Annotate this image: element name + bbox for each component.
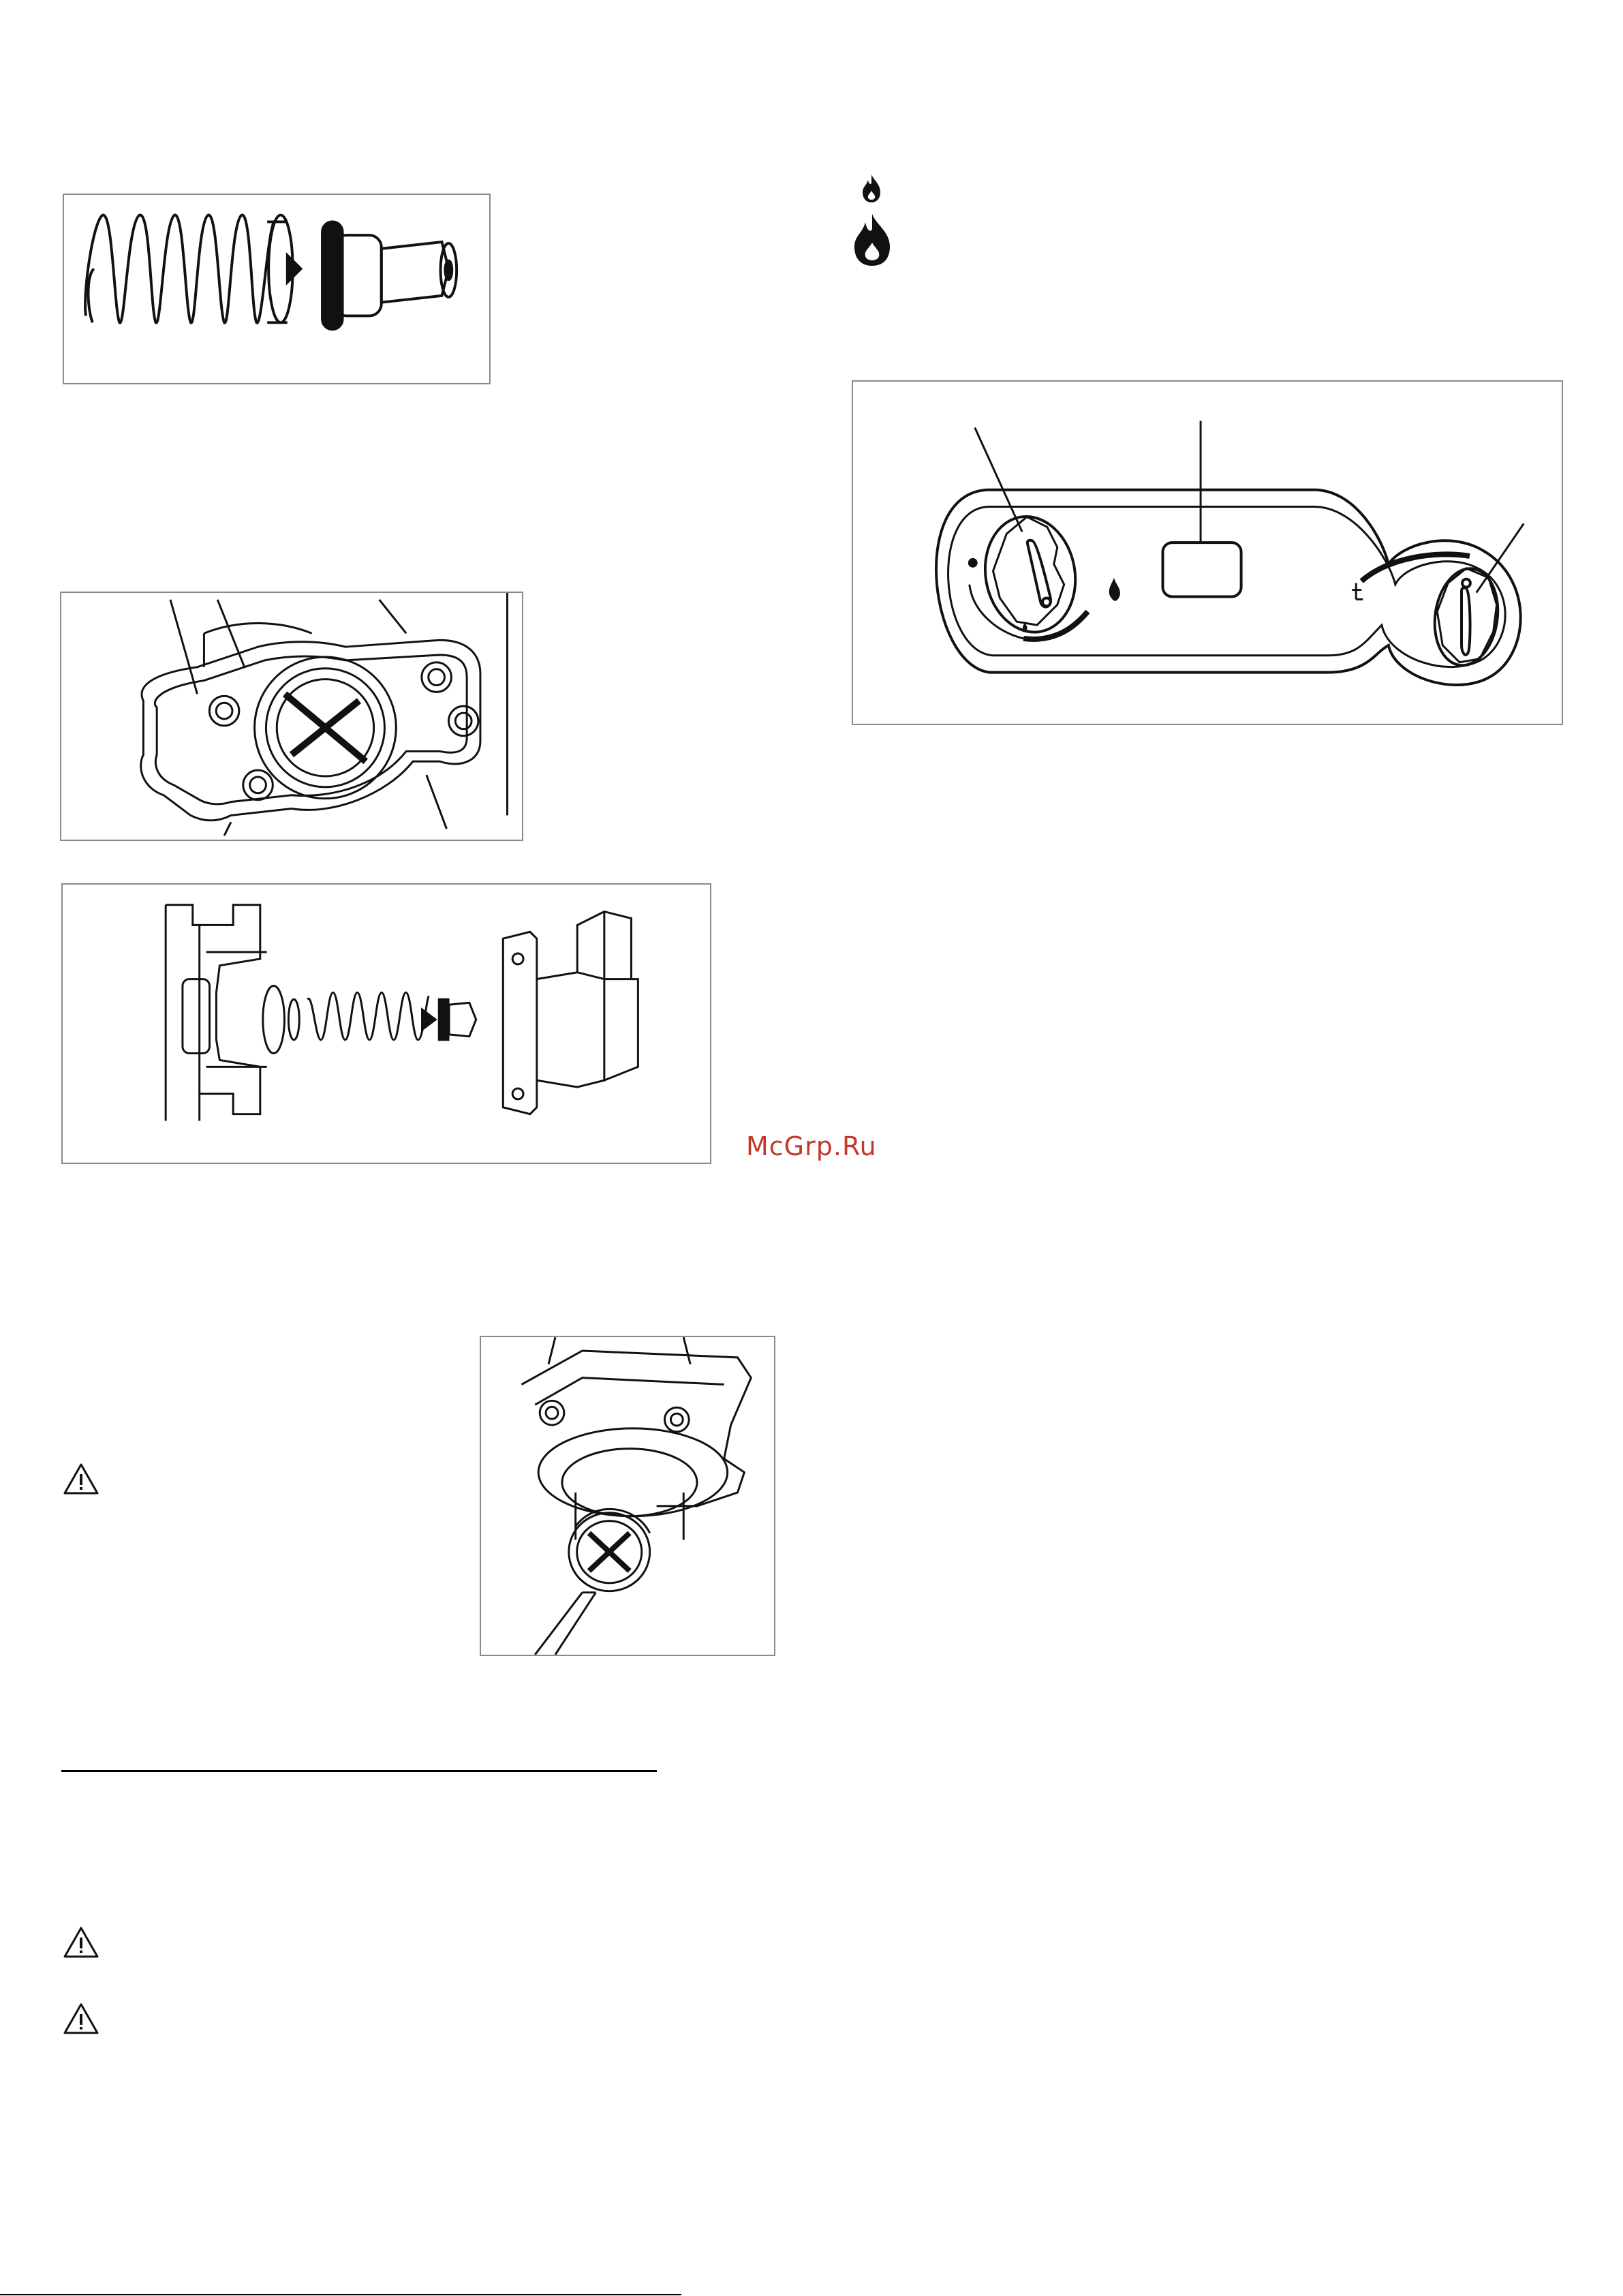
footer-rule [0,2294,681,2295]
screwdriver-valve-drawing [481,1337,774,1655]
valve-flange-figure [60,592,523,841]
spring-cone-drawing [64,195,489,383]
small-flame-icon [860,173,883,203]
warning-triangle-icon [63,2002,99,2035]
control-panel-drawing [853,382,1562,724]
exploded-assembly-drawing [63,885,710,1163]
control-panel-figure [852,380,1563,725]
watermark-text: McGrp.Ru [746,1131,877,1161]
warning-triangle-icon [63,1926,99,1959]
exploded-assembly-figure [61,883,711,1164]
spring-cone-figure [63,194,491,384]
screwdriver-valve-figure [480,1336,775,1656]
warning-triangle-icon [63,1463,99,1495]
valve-flange-drawing [61,593,522,840]
section-divider [61,1770,657,1772]
large-flame-icon [852,213,893,267]
